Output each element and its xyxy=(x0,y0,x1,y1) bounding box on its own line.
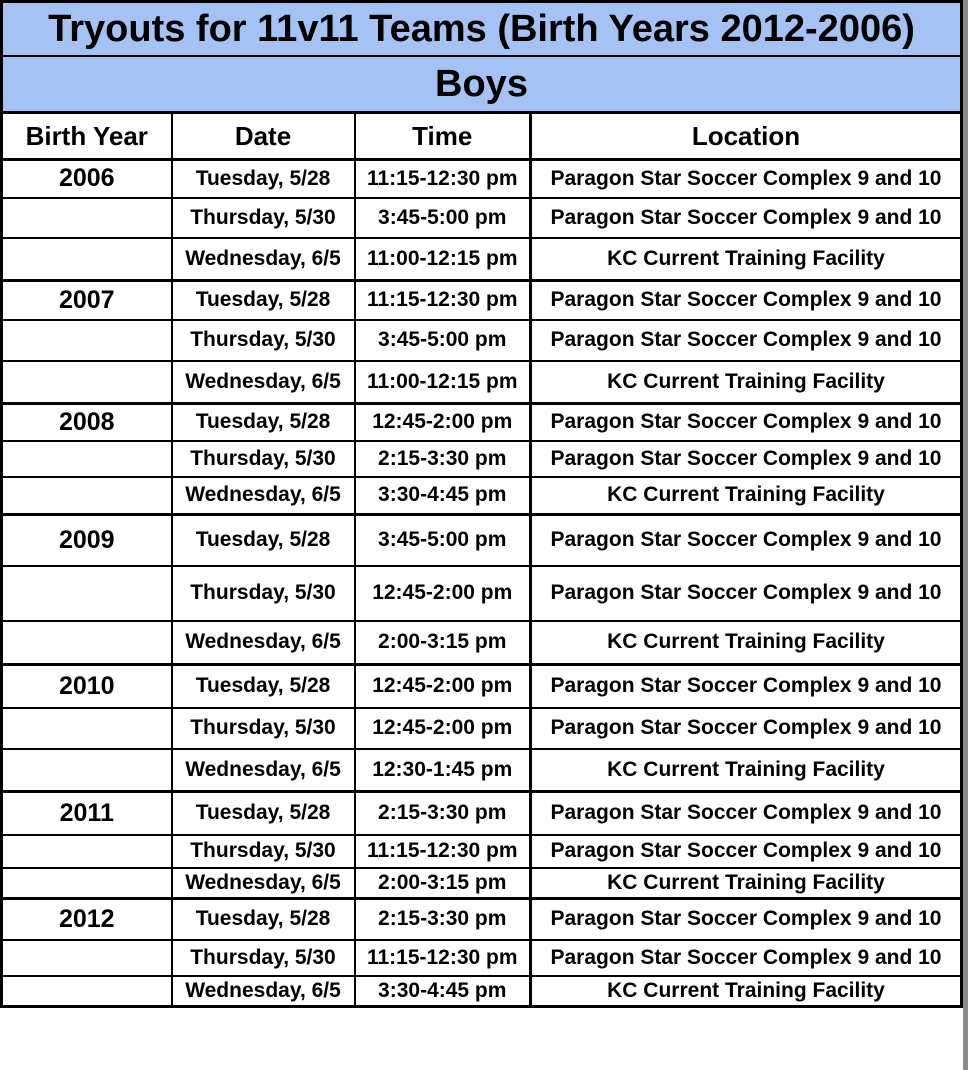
time-cell: 11:15-12:30 pm xyxy=(355,940,531,976)
location-cell: Paragon Star Soccer Complex 9 and 10 xyxy=(531,441,962,477)
section-title-boys: Boys xyxy=(2,56,962,113)
location-cell: KC Current Training Facility xyxy=(531,868,962,899)
date-cell: Wednesday, 6/5 xyxy=(172,976,355,1007)
birth-year-cell-empty xyxy=(2,621,172,665)
location-cell: Paragon Star Soccer Complex 9 and 10 xyxy=(531,160,962,198)
col-header-date: Date xyxy=(172,113,355,160)
time-cell: 3:45-5:00 pm xyxy=(355,515,531,566)
location-cell: Paragon Star Soccer Complex 9 and 10 xyxy=(531,899,962,940)
date-cell: Thursday, 5/30 xyxy=(172,441,355,477)
schedule-row xyxy=(2,976,962,1007)
time-cell: 2:15-3:30 pm xyxy=(355,441,531,477)
birth-year-cell: 2006 xyxy=(2,160,172,198)
location-cell: Paragon Star Soccer Complex 9 and 10 xyxy=(531,281,962,320)
location-cell: Paragon Star Soccer Complex 9 and 10 xyxy=(531,404,962,441)
date-cell: Wednesday, 6/5 xyxy=(172,477,355,515)
schedule-row xyxy=(2,281,962,320)
time-cell: 12:45-2:00 pm xyxy=(355,708,531,749)
column-header-row xyxy=(2,113,962,160)
time-cell: 12:45-2:00 pm xyxy=(355,566,531,621)
date-cell: Wednesday, 6/5 xyxy=(172,621,355,665)
birth-year-cell: 2011 xyxy=(2,792,172,835)
date-cell: Thursday, 5/30 xyxy=(172,835,355,868)
col-header-location: Location xyxy=(531,113,962,160)
schedule-row xyxy=(2,566,962,621)
location-cell: KC Current Training Facility xyxy=(531,477,962,515)
location-cell: Paragon Star Soccer Complex 9 and 10 xyxy=(531,665,962,708)
location-cell: KC Current Training Facility xyxy=(531,361,962,404)
birth-year-cell-empty xyxy=(2,868,172,899)
birth-year-cell-empty xyxy=(2,361,172,404)
date-cell: Tuesday, 5/28 xyxy=(172,404,355,441)
location-cell: KC Current Training Facility xyxy=(531,621,962,665)
time-cell: 12:45-2:00 pm xyxy=(355,404,531,441)
schedule-row xyxy=(2,238,962,281)
time-cell: 2:00-3:15 pm xyxy=(355,621,531,665)
birth-year-cell: 2008 xyxy=(2,404,172,441)
time-cell: 11:15-12:30 pm xyxy=(355,160,531,198)
birth-year-cell-empty xyxy=(2,835,172,868)
location-cell: KC Current Training Facility xyxy=(531,238,962,281)
time-cell: 3:30-4:45 pm xyxy=(355,477,531,515)
birth-year-cell-empty xyxy=(2,320,172,361)
date-cell: Wednesday, 6/5 xyxy=(172,361,355,404)
col-header-birth-year: Birth Year xyxy=(2,113,172,160)
schedule-row xyxy=(2,665,962,708)
time-cell: 3:45-5:00 pm xyxy=(355,320,531,361)
date-cell: Wednesday, 6/5 xyxy=(172,238,355,281)
location-cell: Paragon Star Soccer Complex 9 and 10 xyxy=(531,515,962,566)
birth-year-cell-empty xyxy=(2,477,172,515)
location-cell: Paragon Star Soccer Complex 9 and 10 xyxy=(531,320,962,361)
time-cell: 11:00-12:15 pm xyxy=(355,238,531,281)
page-title: Tryouts for 11v11 Teams (Birth Years 2012-2006) xyxy=(2,2,962,57)
schedule-row xyxy=(2,198,962,238)
time-cell: 2:15-3:30 pm xyxy=(355,792,531,835)
birth-year-cell: 2010 xyxy=(2,665,172,708)
date-cell: Thursday, 5/30 xyxy=(172,566,355,621)
date-cell: Tuesday, 5/28 xyxy=(172,665,355,708)
time-cell: 11:15-12:30 pm xyxy=(355,835,531,868)
schedule-row xyxy=(2,361,962,404)
time-cell: 12:30-1:45 pm xyxy=(355,749,531,792)
schedule-row xyxy=(2,749,962,792)
birth-year-cell: 2012 xyxy=(2,899,172,940)
time-cell: 2:00-3:15 pm xyxy=(355,868,531,899)
schedule-row xyxy=(2,868,962,899)
location-cell: Paragon Star Soccer Complex 9 and 10 xyxy=(531,708,962,749)
birth-year-cell: 2007 xyxy=(2,281,172,320)
schedule-row xyxy=(2,160,962,198)
date-cell: Tuesday, 5/28 xyxy=(172,899,355,940)
date-cell: Wednesday, 6/5 xyxy=(172,749,355,792)
schedule-row xyxy=(2,792,962,835)
schedule-row xyxy=(2,835,962,868)
date-cell: Tuesday, 5/28 xyxy=(172,160,355,198)
time-cell: 2:15-3:30 pm xyxy=(355,899,531,940)
birth-year-cell-empty xyxy=(2,749,172,792)
schedule-row xyxy=(2,477,962,515)
birth-year-cell-empty xyxy=(2,238,172,281)
schedule-row xyxy=(2,404,962,441)
section-header-row xyxy=(2,56,962,113)
time-cell: 11:15-12:30 pm xyxy=(355,281,531,320)
schedule-row xyxy=(2,899,962,940)
location-cell: KC Current Training Facility xyxy=(531,976,962,1007)
time-cell: 3:30-4:45 pm xyxy=(355,976,531,1007)
schedule-row xyxy=(2,940,962,976)
title-row xyxy=(2,2,962,57)
location-cell: Paragon Star Soccer Complex 9 and 10 xyxy=(531,792,962,835)
location-cell: Paragon Star Soccer Complex 9 and 10 xyxy=(531,198,962,238)
date-cell: Tuesday, 5/28 xyxy=(172,515,355,566)
date-cell: Thursday, 5/30 xyxy=(172,198,355,238)
schedule-row xyxy=(2,320,962,361)
date-cell: Tuesday, 5/28 xyxy=(172,792,355,835)
time-cell: 11:00-12:15 pm xyxy=(355,361,531,404)
col-header-time: Time xyxy=(355,113,531,160)
time-cell: 12:45-2:00 pm xyxy=(355,665,531,708)
time-cell: 3:45-5:00 pm xyxy=(355,198,531,238)
location-cell: KC Current Training Facility xyxy=(531,749,962,792)
birth-year-cell-empty xyxy=(2,198,172,238)
schedule-row xyxy=(2,708,962,749)
birth-year-cell-empty xyxy=(2,566,172,621)
birth-year-cell-empty xyxy=(2,976,172,1007)
window-edge-strip xyxy=(963,0,968,1070)
location-cell: Paragon Star Soccer Complex 9 and 10 xyxy=(531,835,962,868)
location-cell: Paragon Star Soccer Complex 9 and 10 xyxy=(531,566,962,621)
date-cell: Thursday, 5/30 xyxy=(172,940,355,976)
date-cell: Tuesday, 5/28 xyxy=(172,281,355,320)
birth-year-cell-empty xyxy=(2,940,172,976)
schedule-row xyxy=(2,441,962,477)
birth-year-cell-empty xyxy=(2,441,172,477)
date-cell: Thursday, 5/30 xyxy=(172,708,355,749)
birth-year-cell-empty xyxy=(2,708,172,749)
schedule-row xyxy=(2,515,962,566)
location-cell: Paragon Star Soccer Complex 9 and 10 xyxy=(531,940,962,976)
schedule-row xyxy=(2,621,962,665)
birth-year-cell: 2009 xyxy=(2,515,172,566)
date-cell: Wednesday, 6/5 xyxy=(172,868,355,899)
date-cell: Thursday, 5/30 xyxy=(172,320,355,361)
